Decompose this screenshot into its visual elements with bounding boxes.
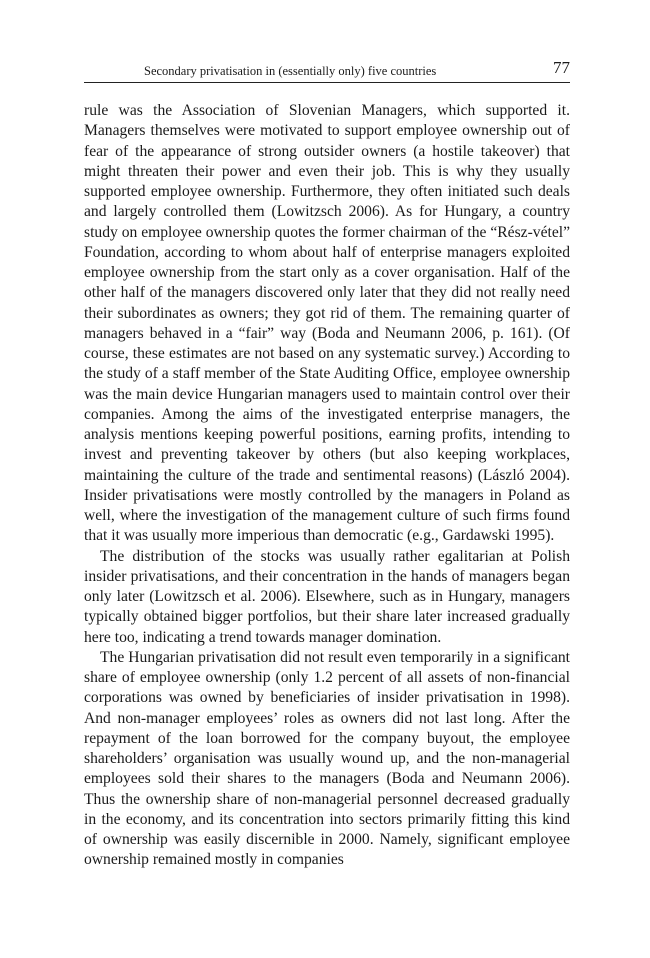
paragraph-2: The distribution of the stocks was usually rather egalitarian at Polish insider privatisations, and their concentration in the hands of managers began only later (Lowitzsch et al. 2006). Elsewhere, such as in Hungary, managers typically obtained bigger portfolios, but their share later increased gradually here too, indicating a trend towards manager domination. [84, 547, 570, 646]
page-header [84, 58, 570, 80]
page-number: 77 [553, 58, 570, 77]
running-head: Secondary privatisation in (essentially only) five countries [144, 64, 437, 78]
body-text [84, 101, 570, 871]
paragraph-1: rule was the Association of Slovenian Managers, which supported it. Managers themselves were motivated to support employee ownership out of fear of the appearance of strong outsider owners (a hostile takeover) that might threaten their power and even their job. This is why they usually supported employee ownership. Furthermore, they often initiated such deals and largely controlled them (Lowitzsch 2006). As for Hungary, a country study on employee ownership quotes the former chairman of the “Rész-vétel” Foundation, according to whom about half of enterprise managers exploited employee ownership from the start only as a cover organisation. Half of the other half of the managers discovered only later that they did not really need their subordinates as owners; they got rid of them. The remaining quarter of managers behaved in a “fair” way (Boda and Neumann 2006, p. 161). (Of course, these estimates are not based on any systematic survey.) According to the study of a staff member of the State Auditing Office, employee ownership was the main device Hungarian managers used to maintain control over their companies. Among the aims of the investigated enterprise managers, the analysis mentions keeping powerful positions, earning profits, intending to invest and preventing takeover by others (but also keeping workplaces, maintaining the culture of the trade and sentimental reasons) (László 2004). Insider privatisations were mostly controlled by the managers in Poland as well, where the investigation of the management culture of such firms found that it was usually more imperious than democratic (e.g., Gardawski 1995). [84, 102, 570, 545]
header-rule [84, 82, 570, 83]
paragraph-3: The Hungarian privatisation did not result even temporarily in a significant share of employee ownership (only 1.2 percent of all assets of non-financial corporations was owned by beneficiaries of insider privatisation in 1998). And non-manager employees’ roles as owners did not last long. After the repayment of the loan borrowed for the company buyout, the employee shareholders’ organisation was usually wound up, and the non-managerial employees sold their shares to the managers (Boda and Neumann 2006). Thus the ownership share of non-managerial personnel decreased gradually in the economy, and its concentration into sectors primarily fitting this kind of ownership was easily discernible in 2000. Namely, significant employee ownership remained mostly in companies [84, 648, 570, 869]
